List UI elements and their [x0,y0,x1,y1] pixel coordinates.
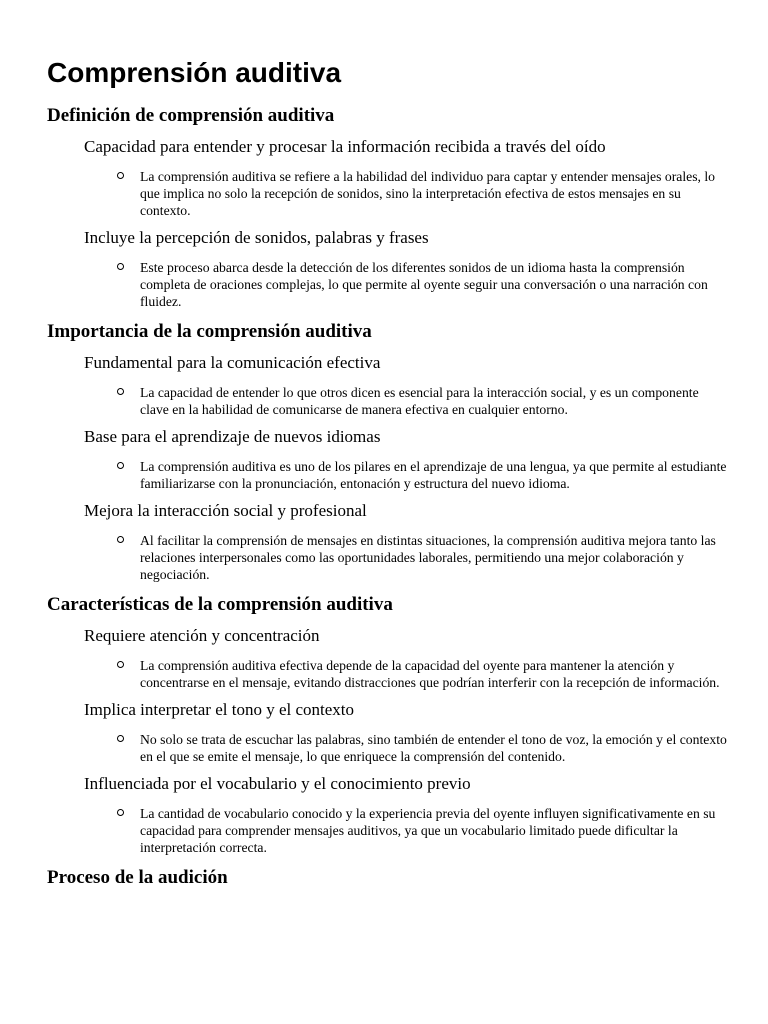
bullet-point [47,384,730,418]
list-item [47,773,737,856]
hollow-circle-bullet-icon [117,172,124,179]
hollow-circle-bullet-icon [117,809,124,816]
bullet-text: Al facilitar la comprensión de mensajes en distintas situaciones, la comprensión auditiva mejora tanto las relaciones interpersonales como las oportunidades laborales, permitiendo una mejor colaboración y negociación. [140,533,716,582]
list-item [47,625,737,691]
section-heading: Características de la comprensión auditiva [47,594,393,615]
section-importancia [47,320,737,583]
list-item [47,426,737,492]
bullet-text: La comprensión auditiva se refiere a la habilidad del individuo para captar y entender mensajes orales, lo que implica no solo la recepción de sonidos, sino la interpretación efectiva de estos mensajes en su contexto. [140,169,716,218]
section-heading: Definición de comprensión auditiva [47,105,335,126]
section-proceso [47,866,737,890]
item-subheading: Requiere atención y concentración [84,626,320,645]
bullet-point [47,532,730,583]
hollow-circle-bullet-icon [117,388,124,395]
bullet-text: La capacidad de entender lo que otros dicen es esencial para la interacción social, y es un componente clave en la habilidad de comunicarse de manera efectiva en cualquier entorno. [140,385,699,417]
bullet-text: La comprensión auditiva efectiva depende de la capacidad del oyente para mantener la atención y concentrarse en el mensaje, evitando distracciones que podrían interferir con la recepción de información. [140,658,720,690]
bullet-text: No solo se trata de escuchar las palabras, sino también de entender el tono de voz, la emoción y el contexto en el que se emite el mensaje, lo que enriquece la comprensión del contenido. [140,732,727,764]
list-item [47,227,737,310]
hollow-circle-bullet-icon [117,536,124,543]
item-subheading: Base para el aprendizaje de nuevos idiomas [84,427,381,446]
bullet-point [47,168,730,219]
hollow-circle-bullet-icon [117,735,124,742]
bullet-point [47,731,730,765]
section-heading: Importancia de la comprensión auditiva [47,321,372,342]
bullet-point [47,805,730,856]
item-subheading: Implica interpretar el tono y el contexto [84,700,355,719]
list-item [47,699,737,765]
bullet-point [47,259,730,310]
hollow-circle-bullet-icon [117,661,124,668]
section-caracteristicas [47,593,737,856]
hollow-circle-bullet-icon [117,263,124,270]
item-subheading: Incluye la percepción de sonidos, palabras y frases [84,228,429,247]
item-subheading: Influenciada por el vocabulario y el conocimiento previo [84,774,471,793]
list-item [47,136,737,219]
bullet-text: La cantidad de vocabulario conocido y la experiencia previa del oyente influyen significativamente en su capacidad para comprender mensajes auditivos, ya que un vocabulario limitado puede dificultar la interpretación correcta. [140,806,716,855]
hollow-circle-bullet-icon [117,462,124,469]
item-subheading: Capacidad para entender y procesar la información recibida a través del oído [84,137,606,156]
section-definicion [47,104,737,310]
item-subheading: Fundamental para la comunicación efectiva [84,353,381,372]
document-title: Comprensión auditiva [47,57,342,88]
list-item [47,500,737,583]
bullet-text: La comprensión auditiva es uno de los pilares en el aprendizaje de una lengua, ya que permite al estudiante familiarizarse con la pronunciación, entonación y estructura del nuevo idioma. [140,459,727,491]
bullet-point [47,458,730,492]
section-heading: Proceso de la audición [47,867,228,888]
sections-container [47,104,737,890]
list-item [47,352,737,418]
bullet-text: Este proceso abarca desde la detección de los diferentes sonidos de un idioma hasta la comprensión completa de oraciones complejas, lo que permite al oyente seguir una conversación o una narración con fluidez. [140,260,708,309]
item-subheading: Mejora la interacción social y profesional [84,501,367,520]
bullet-point [47,657,730,691]
